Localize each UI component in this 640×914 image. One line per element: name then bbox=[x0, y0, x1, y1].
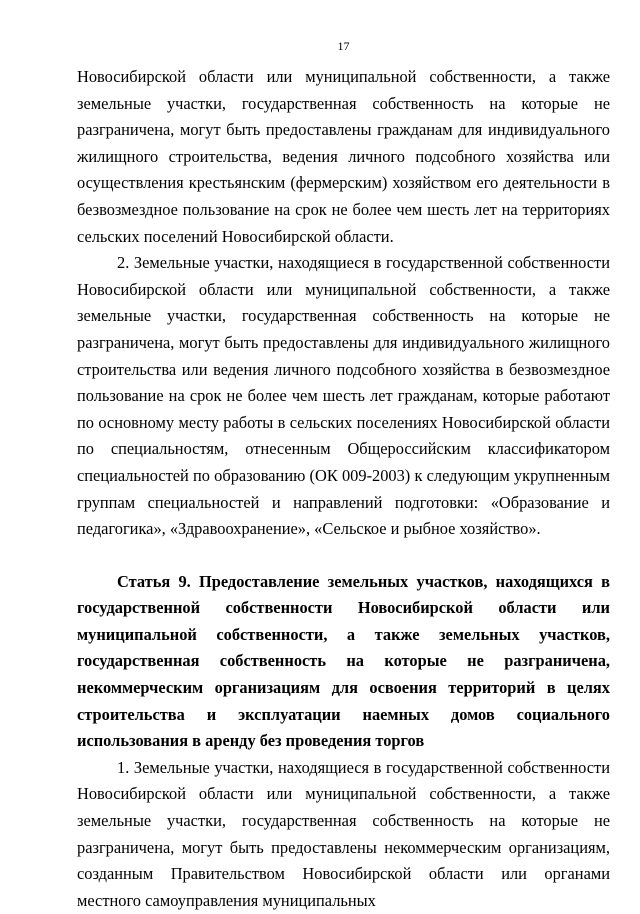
paragraph-item-2: 2. Земельные участки, находящиеся в государственной собственности Новосибирской области или муниципальной собственности, а также земельные участки, государственная собственность на которые не разграничена, могут быть предоставлены для индивидуального жилищного строительства или ведения личного подсобного хозяйства в безвозмездное пользование на срок не более чем шесть лет гражданам, которые работают по основному месту работы в сельских поселениях Новосибирской области по специальностям, отнесенным Общероссийским классификатором специальностей по образованию (ОК 009-2003) к следующим укрупненным группам специальностей и направлений подготовки: «Образование и педагогика», «Здравоохранение», «Сельское и рыбное хозяйство». bbox=[77, 253, 610, 539]
paragraph-continuation: Новосибирской области или муниципальной собственности, а также земельные участки, государственная собственность на которые не разграничена, могут быть предоставлены гражданам для индивидуального жилищного строительства, ведения личного подсобного хозяйства или осуществления крестьянским (фермерским) хозяйством его деятельности в безвозмездное пользование на срок не более чем шесть лет на территориях сельских поселений Новосибирской области. bbox=[77, 67, 610, 246]
article-paragraph-item-1: 1. Земельные участки, находящиеся в государственной собственности Новосибирской области или муниципальной собственности, а также земельные участки, государственная собственность на которые не разграничена, могут быть предоставлены некоммерческим организациям, созданным Правительством Новосибирской области или органами местного самоуправления муниципальных bbox=[77, 757, 610, 910]
article-heading: Статья 9. Предоставление земельных участков, находящихся в государственной собственности Новосибирской области или муниципальной собственности, а также земельных участков, государственная собственность на которые не разграничена, некоммерческим организациям для освоения территорий в целях строительства и эксплуатации наемных домов социального использования в аренду без проведения торгов bbox=[77, 571, 610, 751]
page-number: 17 bbox=[337, 39, 350, 53]
document-body bbox=[77, 64, 610, 914]
